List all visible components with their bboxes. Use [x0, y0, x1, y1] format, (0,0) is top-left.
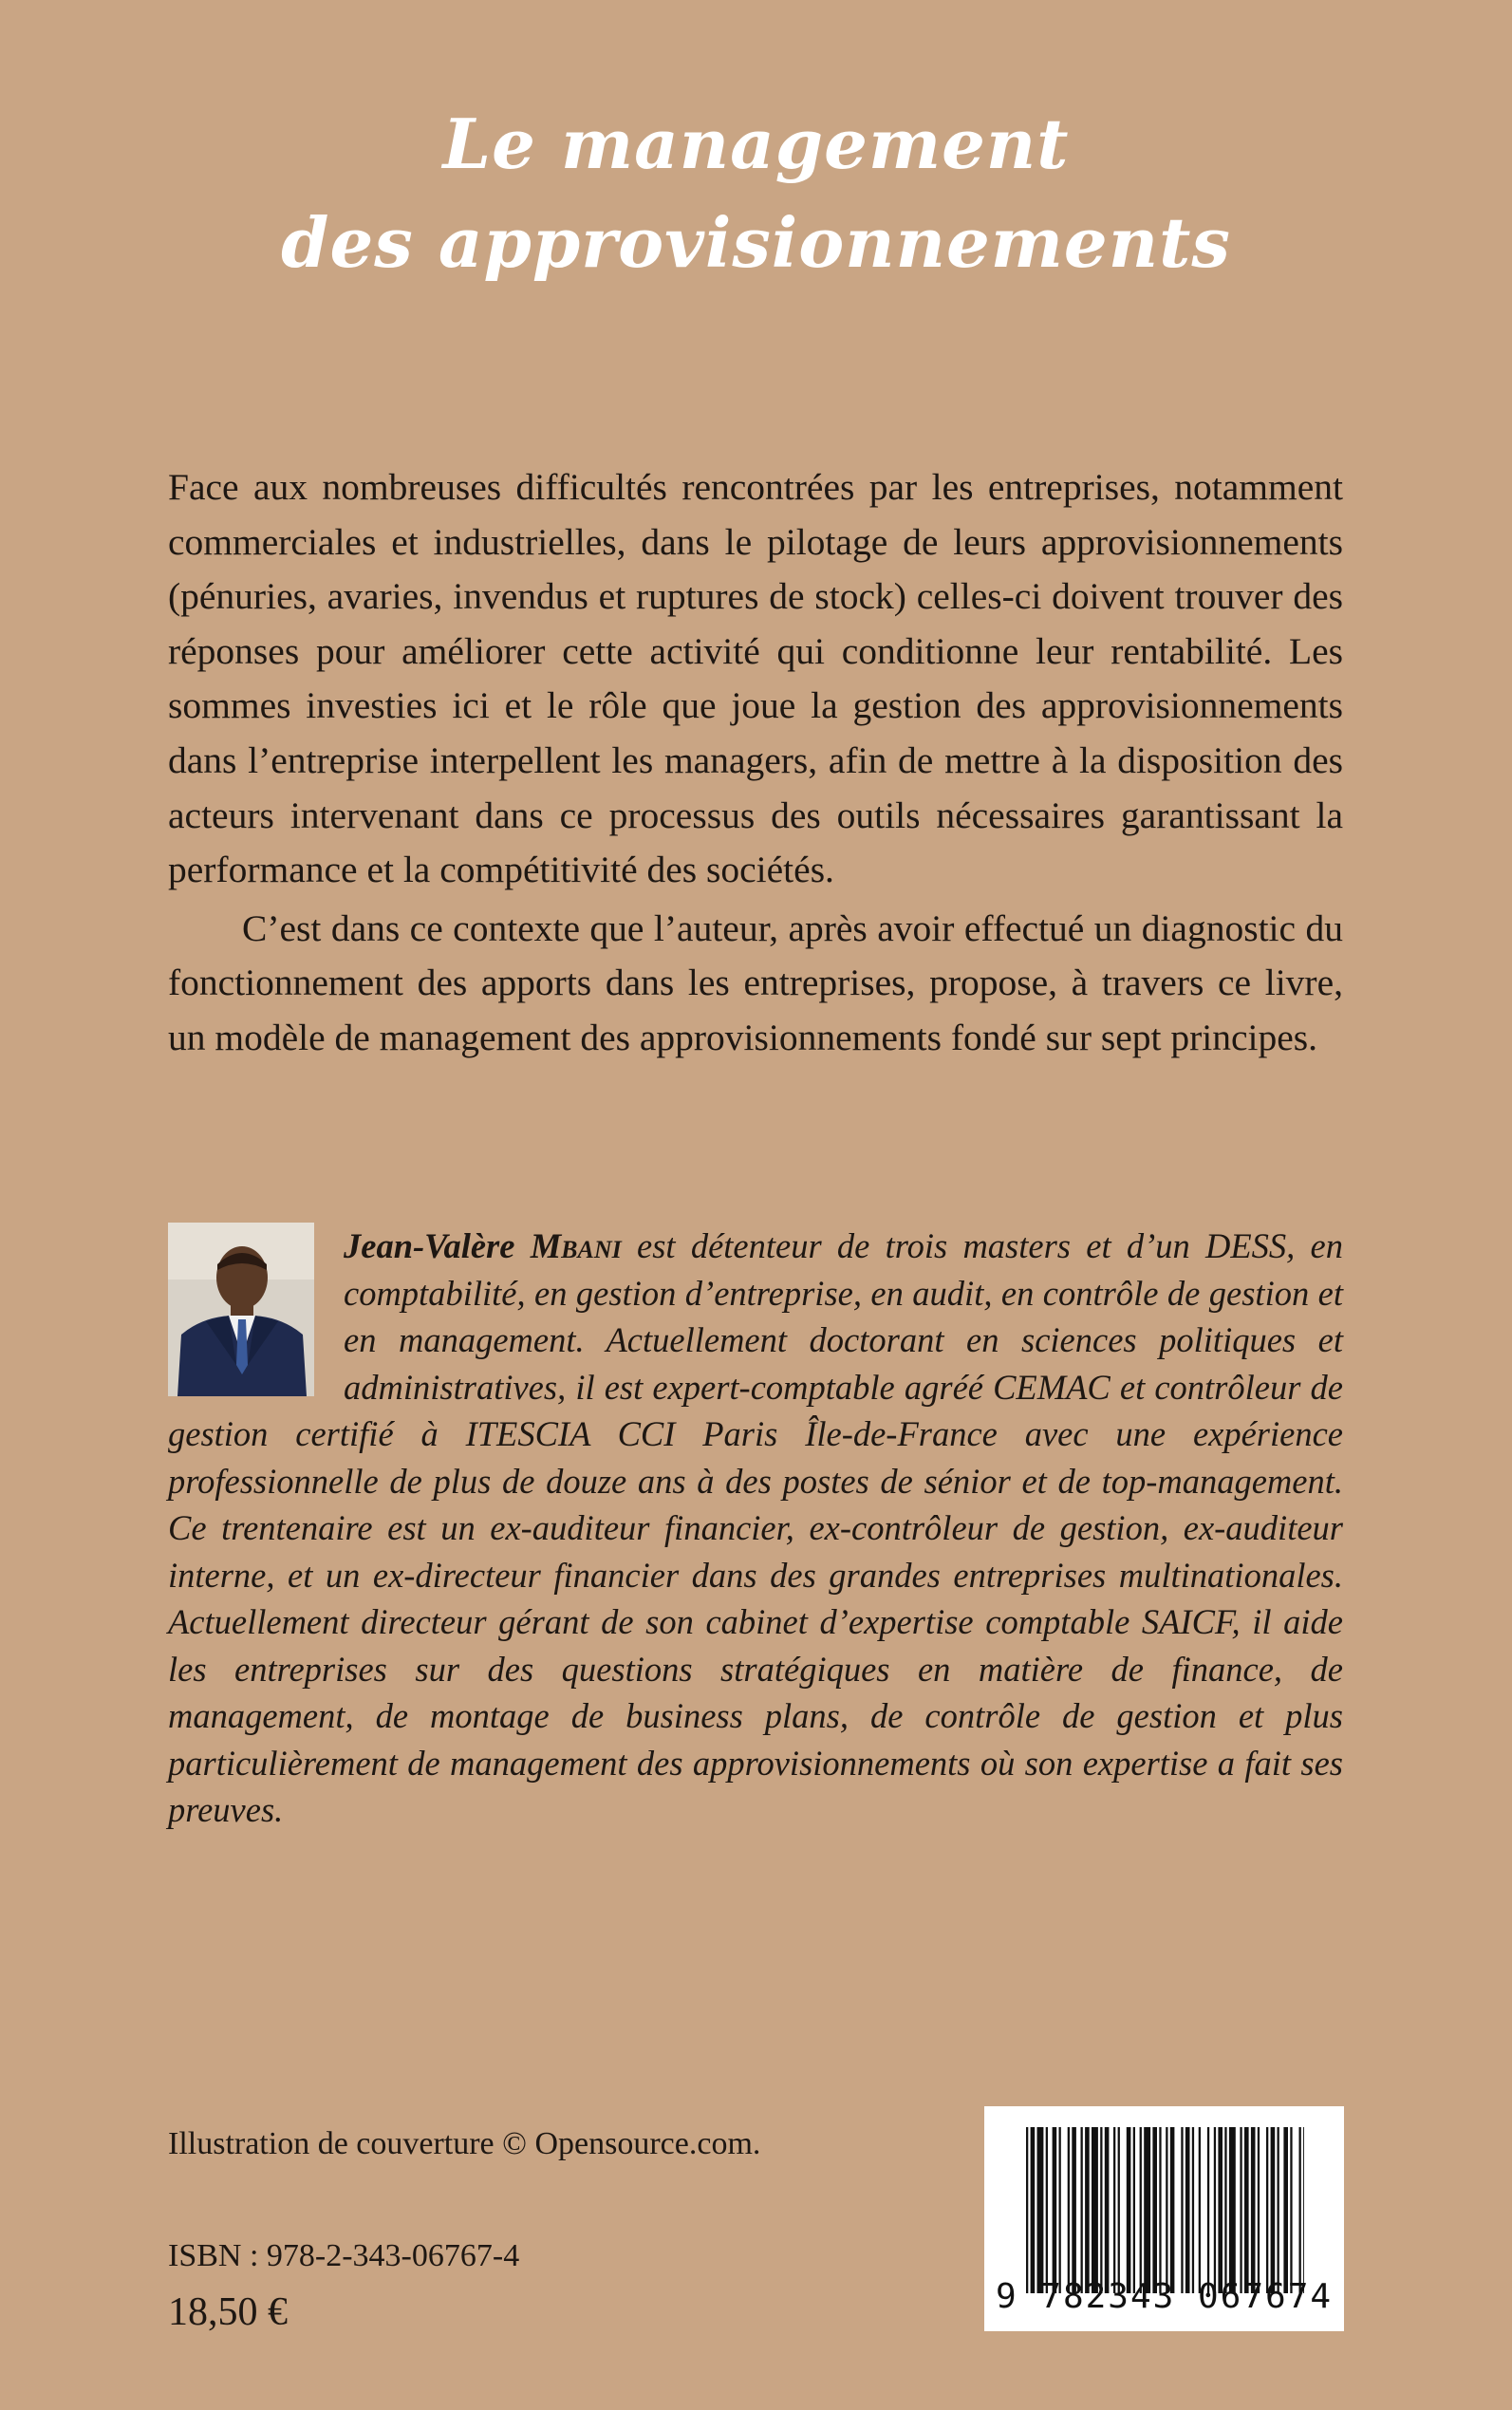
barcode-bar — [1299, 2127, 1301, 2293]
barcode-bar — [1053, 2127, 1057, 2293]
barcode-bar — [1207, 2127, 1209, 2293]
barcode-bar — [1170, 2127, 1175, 2293]
author-first-name: Jean-Valère — [344, 1226, 515, 1265]
barcode-bar — [1118, 2127, 1120, 2293]
barcode-bar — [1133, 2127, 1135, 2293]
barcode-bar — [1283, 2127, 1288, 2293]
barcode-bar — [1290, 2127, 1292, 2293]
barcode-bar — [1271, 2127, 1276, 2293]
summary-paragraph-2: C’est dans ce contexte que l’auteur, après avoir effectué un diagnostic du fonctionnement des apports dans les entreprises, propose, à travers ce livre, un modèle de management des approvisionnements fondé sur sept principes. — [168, 906, 1343, 1058]
illustration-credit: Illustration de couverture © Opensource.com. — [168, 2126, 761, 2161]
barcode-bar — [1181, 2127, 1183, 2293]
barcode-bar — [1199, 2127, 1201, 2293]
barcode-bar — [1037, 2127, 1044, 2293]
barcode-bar — [1059, 2127, 1061, 2293]
barcode-bar — [1192, 2127, 1194, 2293]
barcode-bar — [1214, 2127, 1216, 2293]
summary-paragraph-1: Face aux nombreuses difficultés rencontrées par les entreprises, notamment commerciales et industrielles, dans le pilotage de leurs approvisionnements (pénuries, avaries, invendus et ruptures de stock) celles-ci doivent trouver des réponses pour améliorer cette activité qui conditionne leur rentabilité. Les sommes investies ici et le rôle que joue la gestion des approvisionnements dans l’entreprise interpellent les managers, afin de mettre à la disposition des acteurs intervenant dans ce processus des outils nécessaires garantissant la performance et la compétitivité des sociétés. — [168, 466, 1343, 891]
barcode-bar — [1144, 2127, 1150, 2293]
barcode-digits: 9 782343 067674 — [995, 2277, 1334, 2316]
barcode-bar — [1072, 2127, 1076, 2293]
book-title — [0, 95, 1512, 292]
barcode-bar — [1068, 2127, 1070, 2293]
barcode-bar — [1266, 2127, 1268, 2293]
author-last-name: Mbani — [530, 1226, 622, 1265]
barcode-bar — [1159, 2127, 1161, 2293]
author-bio-text: est détenteur de trois masters et d’un DESS, en comptabilité, en gestion d’entreprise, en audit, en contrôle de gestion et en management. Actuellement doctorant en sciences politiques et administratives, il est expert-comptable agréé CEMAC et contrôleur de gestion certifié à ITESCIA CCI Paris Île-de-France avec une expérience professionnelle de plus de douze ans à des postes de sénior et de top-management. Ce trentenaire est un ex-auditeur financier, ex-contrôleur de gestion, ex-auditeur interne, et un ex-directeur financier dans des grandes entreprises multinationales. Actuellement directeur gérant de son cabinet d’expertise comptable SAICF, il aide les entreprises sur des questions stratégiques en matière de finance, de management, de montage de business plans, de contrôle de gestion et plus particulièrement de management des approvisionnements où son expertise a fait ses preuves. — [168, 1226, 1344, 1829]
barcode-bar — [1100, 2127, 1102, 2293]
barcode-bar — [1085, 2127, 1090, 2293]
barcode-bar — [1140, 2127, 1142, 2293]
barcode-bar — [1081, 2127, 1083, 2293]
author-name — [344, 1226, 622, 1265]
barcode-bar — [1240, 2127, 1241, 2293]
barcode-bar — [1046, 2127, 1048, 2293]
barcode-bar — [1166, 2127, 1167, 2293]
barcode-bar — [1127, 2127, 1131, 2293]
barcode-bar — [1258, 2127, 1260, 2293]
book-summary — [168, 460, 1343, 1066]
barcode-bar — [1244, 2127, 1249, 2293]
barcode-bar — [1251, 2127, 1256, 2293]
barcode-bar — [1031, 2127, 1036, 2293]
barcode-bar — [1278, 2127, 1279, 2293]
price: 18,50 € — [168, 2290, 288, 2334]
barcode-bar — [1185, 2127, 1190, 2293]
book-title-line-2: des approvisionnements — [281, 202, 1231, 283]
barcode-bar — [1092, 2127, 1098, 2293]
barcode-bar — [1218, 2127, 1223, 2293]
barcode-bar — [1113, 2127, 1115, 2293]
author-photo — [168, 1223, 314, 1396]
barcode — [984, 2106, 1344, 2331]
barcode-bar — [1224, 2127, 1226, 2293]
book-title-line-1: Le management — [442, 103, 1070, 184]
barcode-bar — [1229, 2127, 1236, 2293]
barcode-bar — [1152, 2127, 1157, 2293]
barcode-bar — [1026, 2127, 1028, 2293]
author-bio — [168, 1223, 1343, 1834]
isbn: ISBN : 978-2-343-06767-4 — [168, 2238, 520, 2273]
barcode-bar — [1303, 2127, 1304, 2293]
barcode-bar — [1105, 2127, 1110, 2293]
